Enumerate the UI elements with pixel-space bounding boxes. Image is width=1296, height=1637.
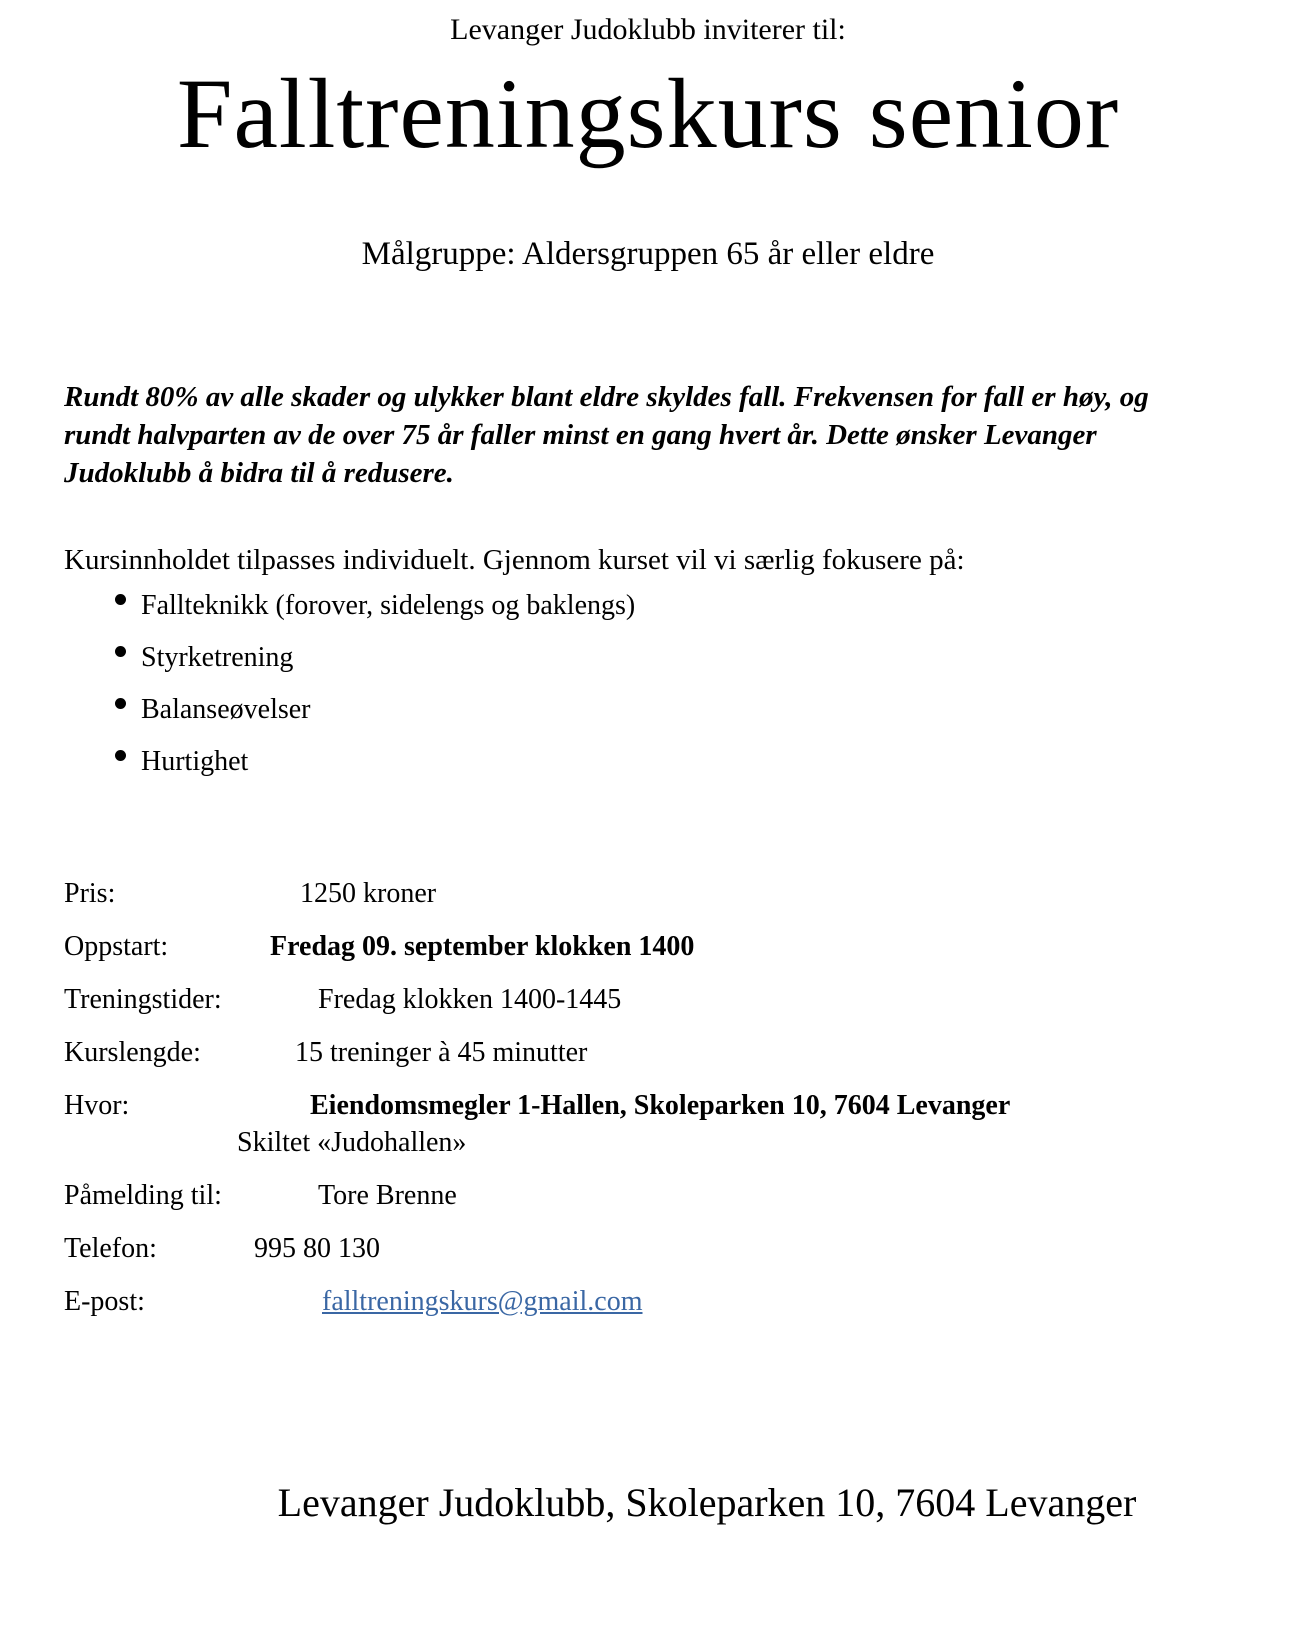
detail-label: Påmelding til: <box>64 1180 222 1211</box>
course-details <box>64 876 1232 1320</box>
detail-label: E-post: <box>64 1286 145 1317</box>
focus-bullet-list <box>115 588 1296 780</box>
intro-paragraph: Rundt 80% av alle skader og ulykker blant eldre skyldes fall. Frekvensen for fall er høy, og rundt halvparten av de over 75 år faller minst en gang hvert år. Dette ønsker Levanger Judoklubb å bidra til å redusere. <box>64 381 1149 489</box>
detail-row-registration <box>64 1178 1232 1214</box>
list-item-label: Fallteknikk (forover, sidelengs og baklengs) <box>141 590 636 621</box>
detail-label: Oppstart: <box>64 931 169 962</box>
detail-value: Tore Brenne <box>318 1180 457 1211</box>
detail-label: Telefon: <box>64 1233 157 1264</box>
detail-row-location <box>64 1088 1232 1161</box>
detail-row-price <box>64 876 1232 912</box>
detail-label: Pris: <box>64 878 116 909</box>
list-item <box>115 588 1296 624</box>
list-item <box>115 692 1296 728</box>
list-item-label: Hurtighet <box>141 746 249 777</box>
target-group-subtitle: Målgruppe: Aldersgruppen 65 år eller eldre <box>361 236 935 272</box>
footer-address: Levanger Judoklubb, Skoleparken 10, 7604 Levanger <box>277 1480 1137 1525</box>
detail-value: Fredag 09. september klokken 1400 <box>270 931 695 962</box>
detail-row-email <box>64 1284 1232 1320</box>
detail-row-course-length <box>64 1035 1232 1071</box>
detail-label: Hvor: <box>64 1090 130 1121</box>
detail-value: 15 treninger à 45 minutter <box>295 1037 588 1068</box>
kicker-text: Levanger Judoklubb inviterer til: <box>450 13 846 46</box>
focus-heading: Kursinnholdet tilpasses individuelt. Gjennom kurset vil vi særlig fokusere på: <box>64 544 965 576</box>
list-item-label: Balanseøvelser <box>141 694 311 725</box>
detail-value: Fredag klokken 1400-1445 <box>318 984 622 1015</box>
detail-row-training-times <box>64 982 1232 1018</box>
email-link[interactable]: falltreningskurs@gmail.com <box>322 1286 643 1317</box>
detail-value: Eiendomsmegler 1-Hallen, Skoleparken 10, 7604 Levanger <box>310 1090 1011 1121</box>
list-item-label: Styrketrening <box>141 642 294 673</box>
detail-row-phone <box>64 1231 1232 1267</box>
detail-value: 995 80 130 <box>254 1233 380 1264</box>
detail-label: Kurslengde: <box>64 1037 201 1068</box>
page-title: Falltreningskurs senior <box>176 58 1120 169</box>
list-item <box>115 744 1296 780</box>
detail-row-start <box>64 929 1232 965</box>
detail-label: Treningstider: <box>64 984 222 1015</box>
detail-value: 1250 kroner <box>300 878 437 909</box>
location-sign-note: Skiltet «Judohallen» <box>237 1127 467 1158</box>
list-item <box>115 640 1296 676</box>
